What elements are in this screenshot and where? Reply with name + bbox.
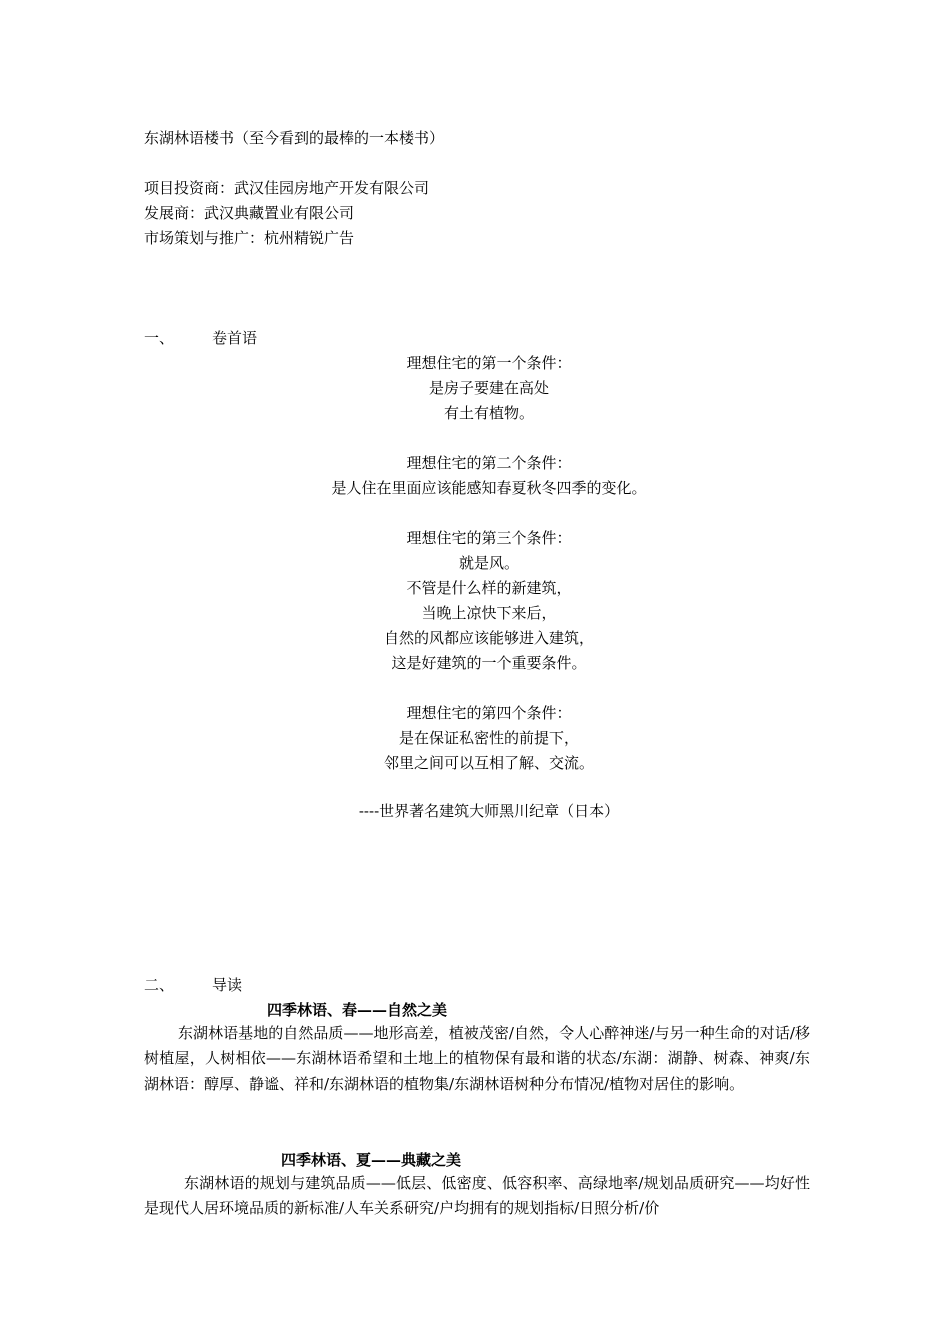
poem-line: 自然的风都应该能够进入建筑， [383,629,594,647]
poem-line: 理想住宅的第一个条件： [406,354,572,372]
poem-line: 是房子要建在高处 [428,379,549,397]
poem-line: 理想住宅的第四个条件： [406,704,572,722]
section-2-title: 导读 [212,976,243,994]
poem-line: 有土有植物。 [443,404,534,422]
document-title: 东湖林语楼书（至今看到的最棒的一本楼书） [144,129,445,147]
credit-investor: 项目投资商：武汉佳园房地产开发有限公司 [144,179,430,197]
section-2-number: 二、 [144,976,175,994]
spring-paragraph: 东湖林语基地的自然品质——地形高差，植被茂密/自然，令人心醉神迷/与另一种生命的对话/移树植屋，人树相依——东湖林语希望和土地上的植物保有最和谐的状态/东湖：湖静、树森、神爽/东湖林语：醇厚、静谧、祥和/东湖林语的植物集/东湖林语树种分布情况/植物对居住的影响。 [144,1024,810,1093]
poem-line: 不管是什么样的新建筑， [406,579,572,597]
poem-line: 这是好建筑的一个重要条件。 [391,654,587,672]
poem-line: 理想住宅的第二个条件： [406,454,572,472]
credit-developer: 发展商：武汉典藏置业有限公司 [144,204,355,222]
section-1-title: 卷首语 [212,329,258,347]
spring-heading: 四季林语、春——自然之美 [267,1001,448,1019]
poem-line: 是人住在里面应该能感知春夏秋冬四季的变化。 [331,479,647,497]
summer-heading: 四季林语、夏——典藏之美 [281,1151,462,1169]
credit-marketing: 市场策划与推广：杭州精锐广告 [144,229,355,247]
poem-line: 邻里之间可以互相了解、交流。 [383,754,594,772]
poem-line: 就是风。 [458,554,519,572]
poem-attribution: ----世界著名建筑大师黑川纪章（日本） [358,802,620,820]
poem-line: 理想住宅的第三个条件： [406,529,572,547]
poem-line: 是在保证私密性的前提下， [398,729,579,747]
section-1-number: 一、 [144,329,175,347]
poem-line: 当晚上凉快下来后， [421,604,557,622]
summer-paragraph: 东湖林语的规划与建筑品质——低层、低密度、低容积率、高绿地率/规划品质研究——均好性是现代人居环境品质的新标准/人车关系研究/户均拥有的规划指标/日照分析/价 [144,1174,810,1218]
